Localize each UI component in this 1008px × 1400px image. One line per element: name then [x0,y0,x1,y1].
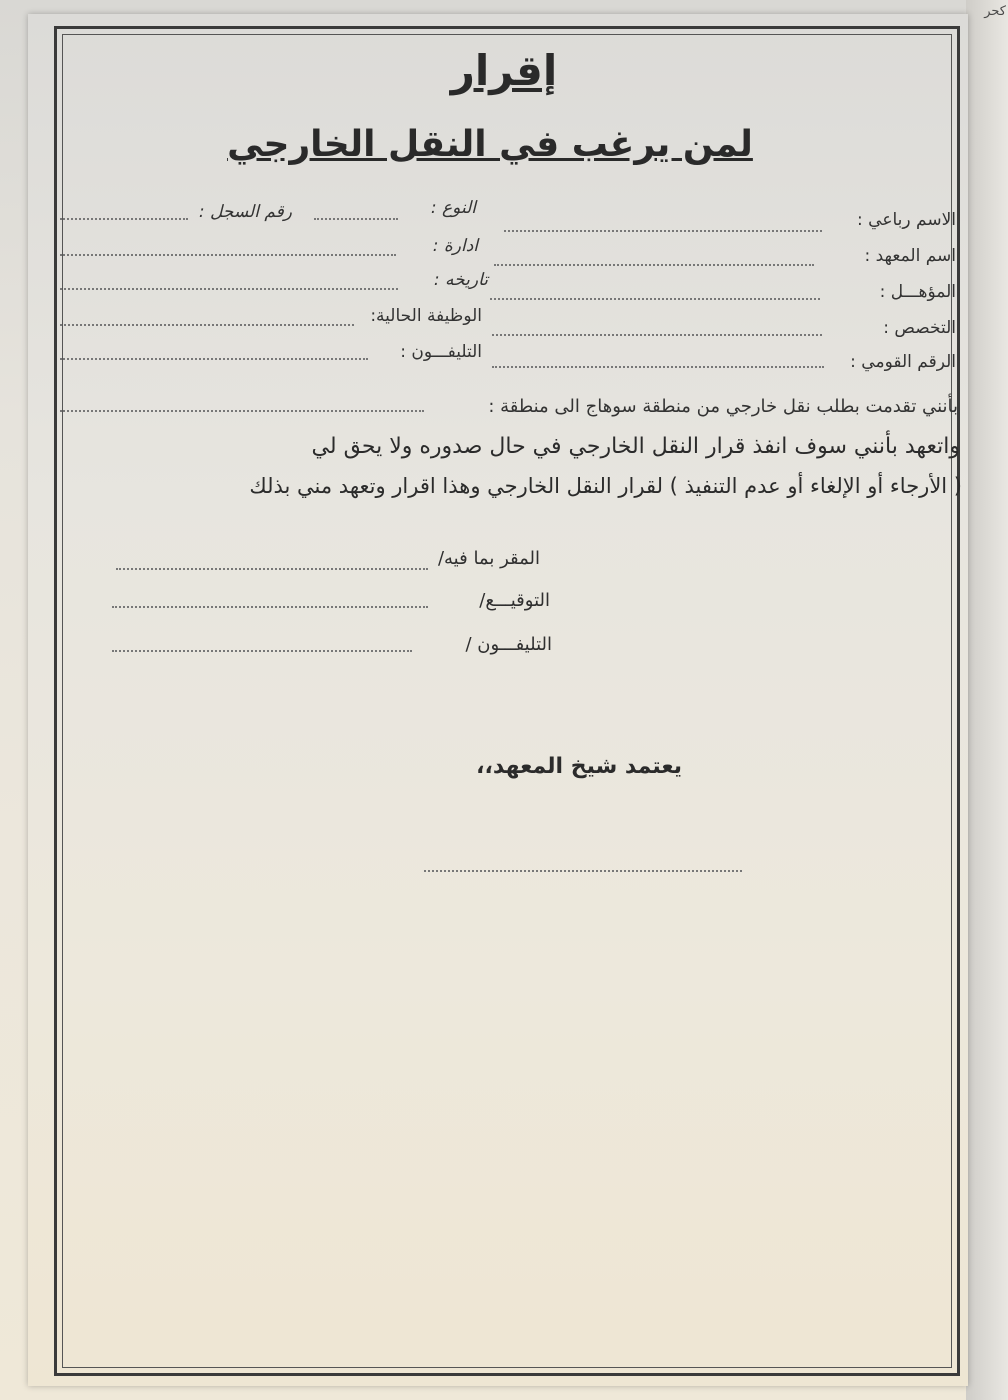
register-number-field[interactable] [60,218,188,220]
specialization-label: التخصص : [883,318,956,338]
phone-label-bottom: التليفـــون / [465,634,552,655]
gender-label: النوع : [430,198,476,218]
specialization-field[interactable] [492,334,822,336]
administration-field[interactable] [60,254,396,256]
gender-field[interactable] [314,218,398,220]
institute-name-field[interactable] [494,264,814,266]
qualification-field[interactable] [490,298,820,300]
register-number-label: رقم السجل : [198,202,292,222]
document-title: إقرار [450,46,558,95]
full-name-label: الاسم رباعي : [857,210,956,230]
background-page-text: كحر [984,4,1006,19]
background-page-edge [966,0,1008,1400]
destination-region-field[interactable] [60,410,424,412]
phone-label-top: التليفـــون : [400,342,482,362]
approval-label: يعتمد شيخ المعهد،، [476,754,682,779]
statement-line-2: واتعهد بأنني سوف انفذ قرار النقل الخارجي في حال صدوره ولا يحق لي [311,434,960,459]
full-name-field[interactable] [504,230,822,232]
current-job-label: الوظيفة الحالية: [370,306,482,326]
phone-field-bottom[interactable] [112,650,412,652]
qualification-label: المؤهـــل : [879,282,956,302]
current-job-field[interactable] [60,324,354,326]
approval-signature-field[interactable] [424,870,742,872]
national-id-label: الرقم القومي : [850,352,956,372]
phone-field-top[interactable] [60,358,368,360]
qualification-date-field[interactable] [60,288,398,290]
document-subtitle: لمن يرغب في النقل الخارجي [227,124,753,165]
qualification-date-label: تاريخه : [433,270,488,290]
statement-line-3: ( الأرجاء أو الإلغاء أو عدم التنفيذ ) لقرار النقل الخارجي وهذا اقرار وتعهد مني بذلك [249,474,962,498]
institute-name-label: اسم المعهد : [864,246,956,266]
statement-line-1: بأنني تقدمت بطلب نقل خارجي من منطقة سوهاج الى منطقة : [488,396,958,417]
declarant-label: المقر بما فيه/ [437,548,540,569]
national-id-field[interactable] [492,366,824,368]
page-border-inner [62,34,952,1368]
declarant-field[interactable] [116,568,428,570]
signature-label: التوقيـــع/ [479,590,550,611]
administration-label: ادارة : [432,236,478,256]
signature-field[interactable] [112,606,428,608]
